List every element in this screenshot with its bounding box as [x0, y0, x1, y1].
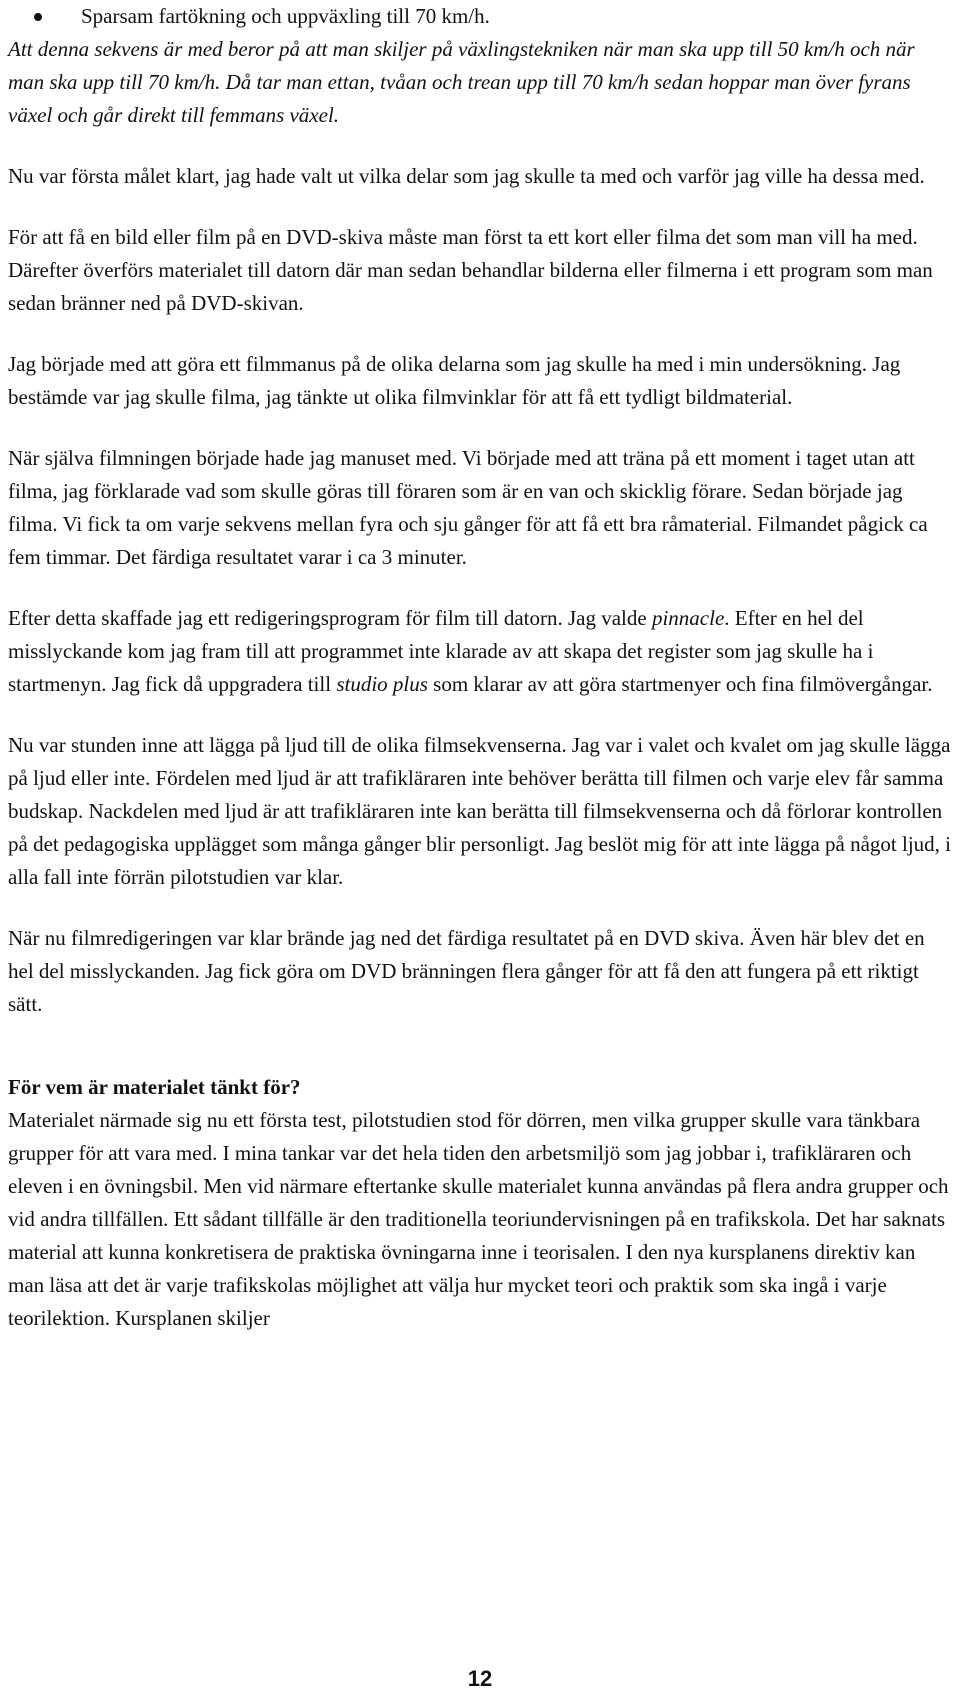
paragraph-first-goal: Nu var första målet klart, jag hade valt ut vilka delar som jag skulle ta med och varför jag ville ha dessa med.: [8, 164, 925, 188]
software-name-studio-plus: studio plus: [336, 672, 428, 696]
page-number: 12: [467, 1666, 493, 1691]
paragraph-dvd-process: För att få en bild eller film på en DVD-skiva måste man först ta ett kort eller filma det som man vill ha med. Därefter överförs materialet till datorn där man sedan behandlar bilderna eller filmerna i ett program som man sedan bränner ned på DVD-skivan.: [8, 225, 933, 315]
italic-note: Att denna sekvens är med beror på att man skiljer på växlingstekniken när man ska upp till 50 km/h och när man ska upp till 70 km/h. Då tar man ettan, tvåan och trean upp till 70 km/h sedan hoppar man över fyrans växel och går direkt till femmans växel.: [8, 37, 915, 127]
paragraph-dvd-burning: När nu filmredigeringen var klar brände jag ned det färdiga resultatet på en DVD skiva. Även här blev det en hel del misslyckanden. Jag fick göra om DVD bränningen flera gånger för att få den att fungera på ett riktigt sätt.: [8, 926, 925, 1016]
editing-text-e: som klarar av att göra startmenyer och fina filmövergångar.: [427, 672, 933, 696]
bullet-item: [8, 0, 953, 33]
paragraph-sound: Nu var stunden inne att lägga på ljud till de olika filmsekvenserna. Jag var i valet och kvalet om jag skulle lägga på ljud eller inte. Fördelen med ljud är att trafikläraren inte behöver berätta till filmen och varje elev får samma budskap. Nackdelen med ljud är att trafikläraren inte kan berätta till filmsekvenserna och då förlorar kontrollen på det pedagogiska upplägget som många gånger blir personligt. Jag beslöt mig för att inte lägga på något ljud, i alla fall inte förrän pilotstudien var klar.: [8, 733, 952, 889]
editing-text-a: Efter detta skaffade jag ett redigeringsprogram för film till datorn. Jag valde: [8, 606, 652, 630]
paragraph-filming: När själva filmningen började hade jag manuset med. Vi började med att träna på ett moment i taget utan att filma, jag förklarade vad som skulle göras till föraren som är en van och skicklig förare. Sedan började jag filma. Vi fick ta om varje sekvens mellan fyra och sju gånger för att få ett bra råmaterial. Filmandet pågick ca fem timmar. Det färdiga resultatet varar i ca 3 minuter.: [8, 446, 928, 569]
section-heading: För vem är materialet tänkt för?: [8, 1075, 301, 1099]
paragraph-editing-software: [8, 602, 953, 701]
section-body: Materialet närmade sig nu ett första test, pilotstudien stod för dörren, men vilka grupper skulle vara tänkbara grupper för att vara med. I mina tankar var det hela tiden den arbetsmiljö som jag jobbar i, trafikläraren och eleven i en övningsbil. Men vid närmare eftertanke skulle materialet kunna användas på flera andra grupper och vid andra tillfällen. Ett sådant tillfälle är den traditionella teoriundervisningen på en trafikskola. Det har saknats material att kunna konkretisera de praktiska övningarna inne i teorisalen. I den nya kursplanens direktiv kan man läsa att det är varje trafikskolas möjlighet att välja hur mycket teori och praktik som ska ingå i varje teorilektion. Kursplanen skiljer: [8, 1108, 949, 1330]
software-name-pinnacle: pinnacle: [651, 606, 725, 630]
document-page: [8, 0, 953, 1335]
bullet-dot-icon: [34, 13, 42, 21]
editing-text-c: . Efter en hel del misslyckande kom jag fram till att programmet inte klarade av att skapa det register som jag skulle ha i startmenyn. Jag fick då uppgradera till: [8, 606, 874, 696]
paragraph-film-script: Jag började med att göra ett filmmanus på de olika delarna som jag skulle ha med i min undersökning. Jag bestämde var jag skulle filma, jag tänkte ut olika filmvinklar för att få ett tydligt bildmaterial.: [8, 352, 901, 409]
bullet-item-text: Sparsam fartökning och uppväxling till 70 km/h.: [81, 4, 490, 28]
